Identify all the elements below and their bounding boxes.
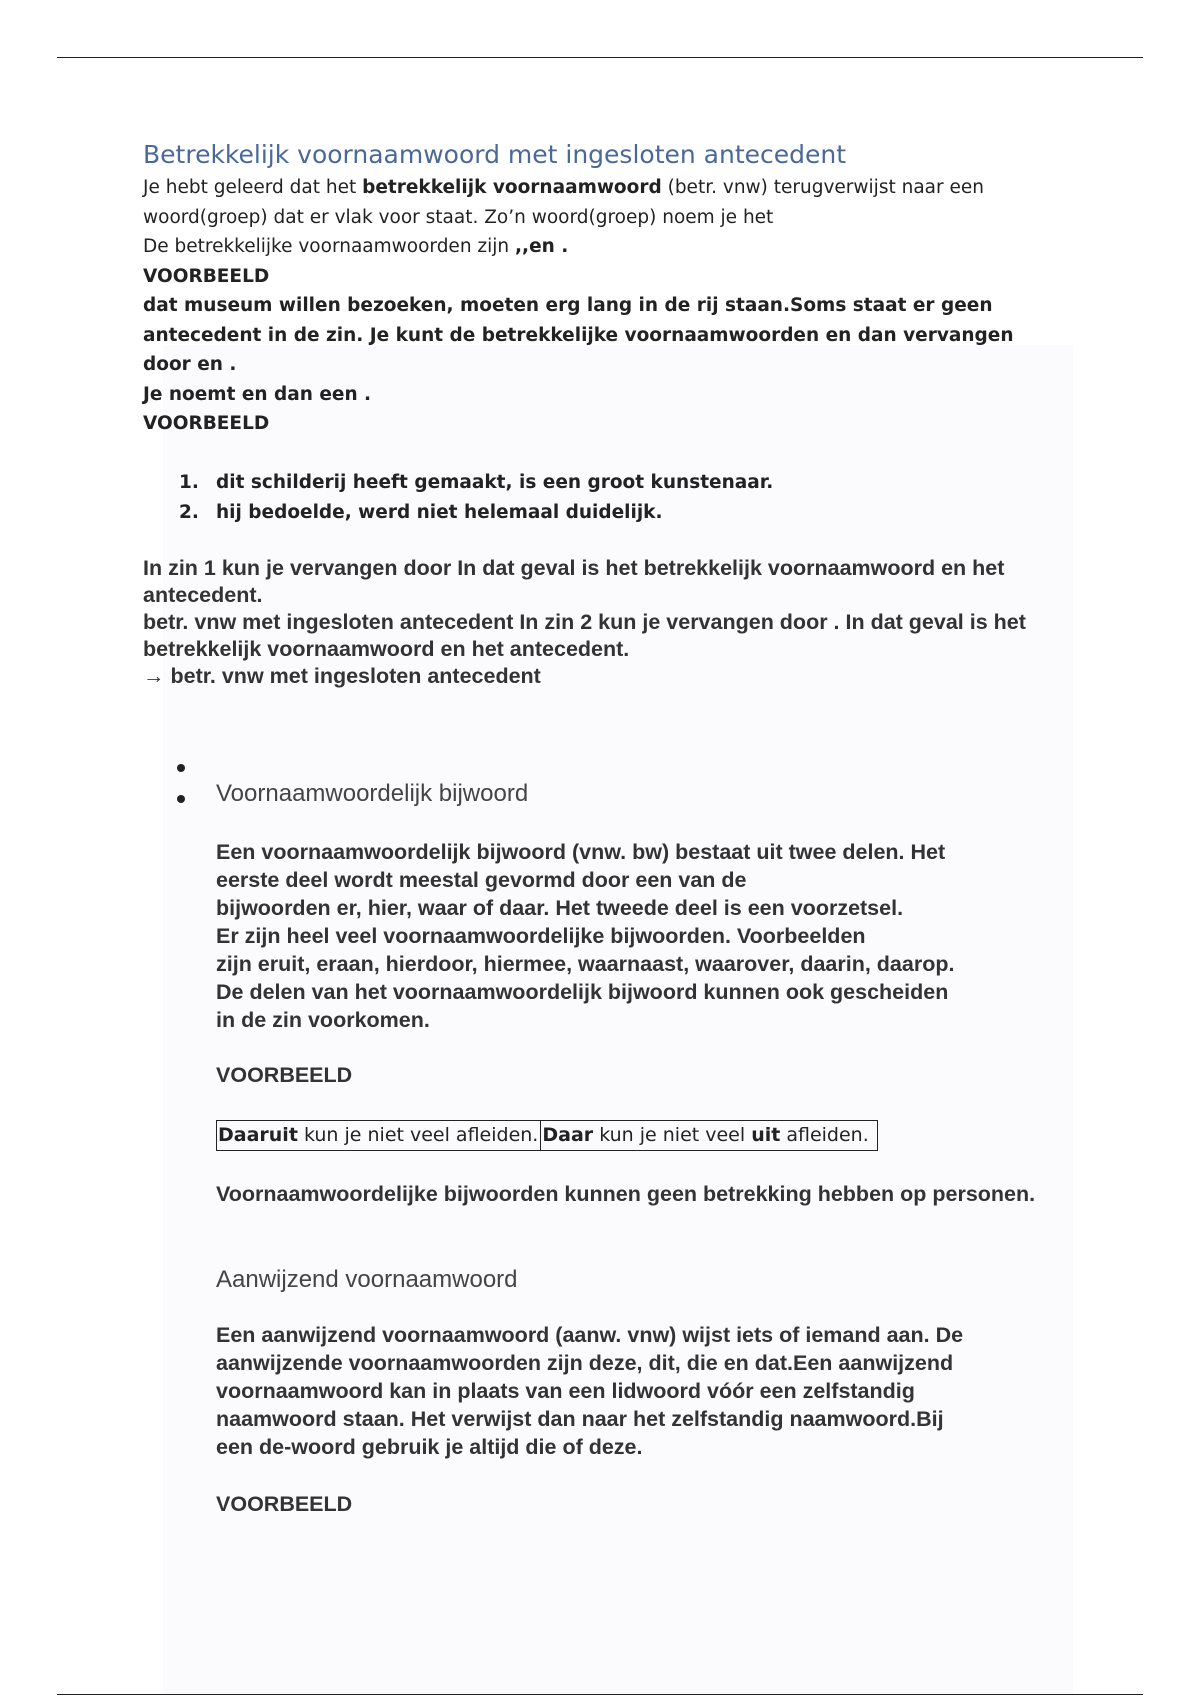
explanation-line-3: → betr. vnw met ingesloten antecedent bbox=[143, 664, 541, 688]
voorbeeld-label: VOORBEELD bbox=[143, 265, 270, 287]
heading-aanwijzend-voornaamwoord: Aanwijzend voornaamwoord bbox=[216, 1266, 518, 1293]
aanwijzend-paragraph: Een aanwijzend voornaamwoord (aanw. vnw) wijst iets of iemand aan. De aanwijzende voornaamwoorden zijn deze, dit, die en dat.Een aanwijzend voornaamwoord kan in plaats van een lidwoord vóór een zelfstandig naamwoord staan. Het verwijst dan naar het zelfstandig naamwoord.Bij een de-woord gebruik je altijd die of deze. bbox=[216, 1323, 964, 1459]
voorbeeld-label: VOORBEELD bbox=[216, 1492, 353, 1516]
heading-voornaamwoordelijk-bijwoord: Voornaamwoordelijk bijwoord bbox=[216, 780, 529, 807]
voorbeeld-label: VOORBEELD bbox=[143, 413, 270, 434]
intro-noemt-line: Je noemt en dan een . bbox=[143, 383, 372, 405]
bullet-dot bbox=[177, 764, 185, 772]
explanation-line-2: betr. vnw met ingesloten antecedent In zin 2 kun je vervangen door . In dat geval is het betrekkelijk voornaamwoord en het antecedent. bbox=[143, 610, 1026, 661]
intro-section bbox=[143, 173, 1063, 439]
explanation-section bbox=[143, 555, 1063, 690]
vnw-bijwoord-paragraph: Een voornaamwoordelijk bijwoord (vnw. bw) bestaat uit twee delen. Het eerste deel wordt meestal gevormd door een van de bijwoorden er, hier, waar of daar. Het tweede deel is een voorzetsel. Er zijn heel veel voornaamwoordelijke bijwoorden. Voorbeelden zijn eruit, eraan, hierdoor, hiermee, waarnaast, waarover, daarin, daarop. De delen van het voornaamwoordelijk bijwoord kunnen ook gescheiden in de zin voorkomen. bbox=[216, 840, 955, 1032]
page-title: Betrekkelijk voornaamwoord met ingesloten antecedent bbox=[143, 140, 847, 169]
example-cell: Daaruit kun je niet veel afleiden. bbox=[218, 1124, 539, 1146]
bottom-rule bbox=[57, 1694, 1143, 1695]
intro-example-paragraph: dat museum willen bezoeken, moeten erg lang in de rij staan.Soms staat er geen antecedent in de zin. Je kunt de betrekkelijke voornaamwoorden en dan vervangen door en . bbox=[143, 295, 1014, 375]
numbered-example-list bbox=[176, 468, 1056, 528]
intro-line-1: Je hebt geleerd dat het betrekkelijk voornaamwoord (betr. vnw) terugverwijst naar een bbox=[143, 177, 984, 198]
bullet-dot bbox=[177, 795, 185, 803]
example-cell: Daar kun je niet veel uit afleiden. bbox=[540, 1121, 876, 1150]
voorbeeld-label: VOORBEELD bbox=[216, 1063, 353, 1087]
list-item: 1. dit schilderij heeft gemaakt, is een groot kunstenaar. bbox=[179, 472, 774, 493]
vnw-bijwoord-note: Voornaamwoordelijke bijwoorden kunnen geen betrekking hebben op personen. bbox=[216, 1182, 1036, 1206]
example-table bbox=[216, 1120, 878, 1151]
intro-line-3: De betrekkelijke voornaamwoorden zijn ,,en . bbox=[143, 236, 569, 257]
list-item: 2. hij bedoelde, werd niet helemaal duidelijk. bbox=[179, 502, 663, 523]
intro-line-2: woord(groep) dat er vlak voor staat. Zo’n woord(groep) noem je het bbox=[143, 206, 774, 228]
explanation-line-1: In zin 1 kun je vervangen door In dat geval is het betrekkelijk voornaamwoord en het antecedent. bbox=[143, 556, 1005, 607]
